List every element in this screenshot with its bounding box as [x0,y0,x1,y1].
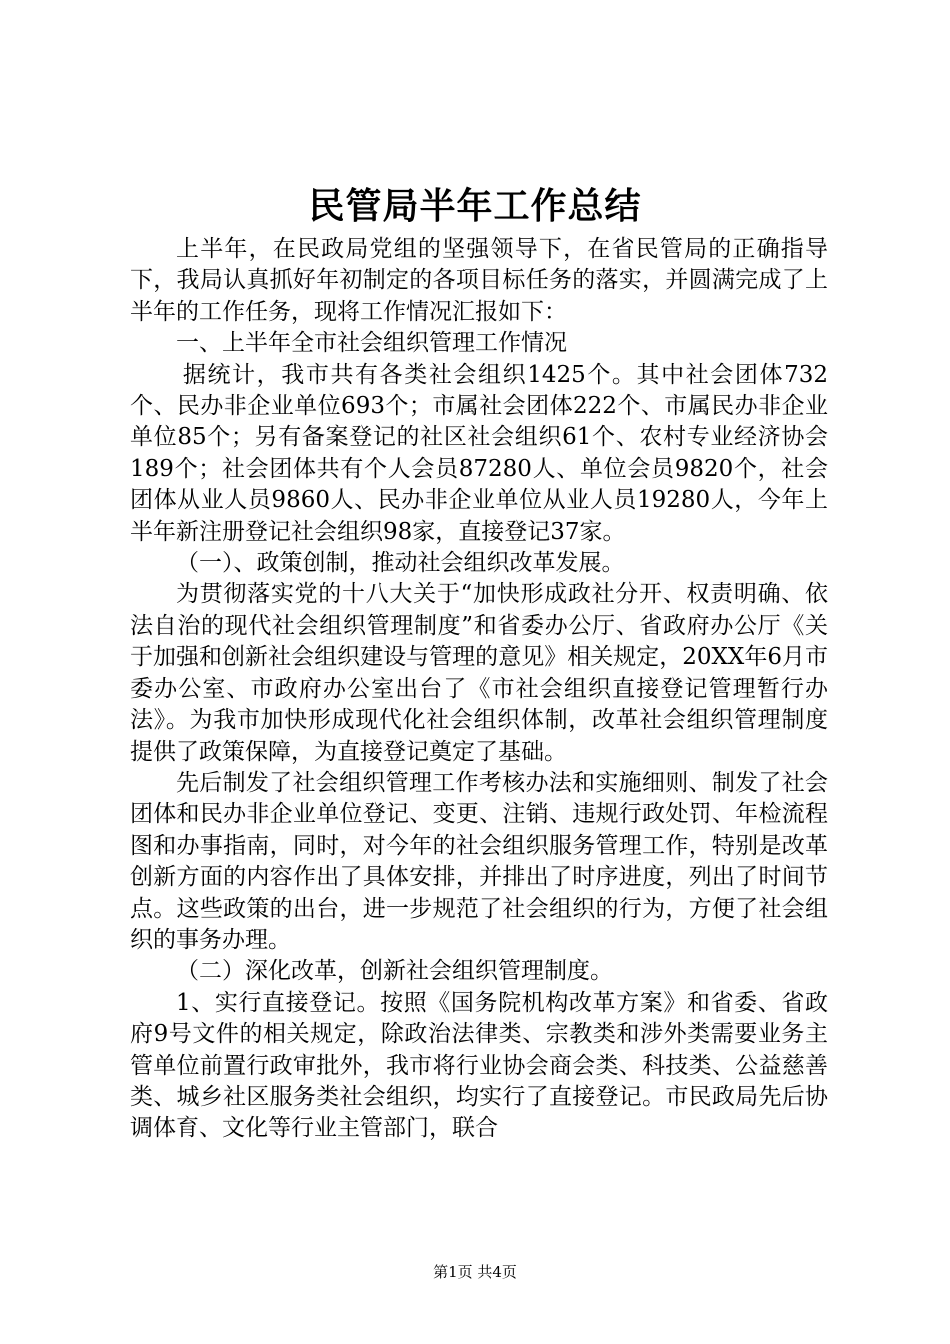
paragraph-direct-registration: 1、实行直接登记。按照《国务院机构改革方案》和省委、省政府9号文件的相关规定，除政治法律类、宗教类和涉外类需要业务主管单位前置行政审批外，我市将行业协会商会类、科技类、公益慈善类、城乡社区服务类社会组织，均实行了直接登记。市民政局先后协调体育、文化等行业主管部门，联合 [130,989,828,1142]
document-body [130,234,828,1145]
section-heading-1: 一、上半年全市社会组织管理工作情况 [176,330,567,357]
paragraph-regulations: 先后制发了社会组织管理工作考核办法和实施细则、制发了社会团体和民办非企业单位登记、变更、注销、违规行政处罚、年检流程图和办事指南，同时，对今年的社会组织服务管理工作，特别是改革创新方面的内容作出了具体安排，并排出了时序进度，列出了时间节点。这些政策的出台，进一步规范了社会组织的行为，方便了社会组织的事务办理。 [130,769,828,953]
paragraph-intro: 上半年，在民政局党组的坚强领导下，在省民管局的正确指导下，我局认真抓好年初制定的各项目标任务的落实，并圆满完成了上半年的工作任务，现将工作情况汇报如下： [130,236,828,325]
page-footer: 第1页 共4页 [433,1263,517,1281]
paragraph-policy: 为贯彻落实党的十八大关于“加快形成政社分开、权责明确、依法自治的现代社会组织管理制度”和省委办公厅、省政府办公厅《关于加强和创新社会组织建设与管理的意见》相关规定，20XX年6月市委办公室、市政府办公室出台了《市社会组织直接登记管理暂行办法》。为我市加快形成现代化社会组织体制，改革社会组织管理制度提供了政策保障，为直接登记奠定了基础。 [130,581,828,765]
document-title: 民管局半年工作总结 [308,186,642,227]
subsection-heading-2: （二）深化改革，创新社会组织管理制度。 [176,958,613,985]
subsection-heading-1: （一）、政策创制，推动社会组织改革发展。 [176,550,625,577]
paragraph-statistics: 据统计，我市共有各类社会组织1425个。其中社会团体732个、民办非企业单位693个；市属社会团体222个、市属民办非企业单位85个；另有备案登记的社区社会组织61个、农村专业经济协会189个；社会团体共有个人会员87280人、单位会员9820个，社会团体从业人员9860人、民办非企业单位从业人员19280人，今年上半年新注册登记社会组织98家，直接登记37家。 [130,361,828,545]
